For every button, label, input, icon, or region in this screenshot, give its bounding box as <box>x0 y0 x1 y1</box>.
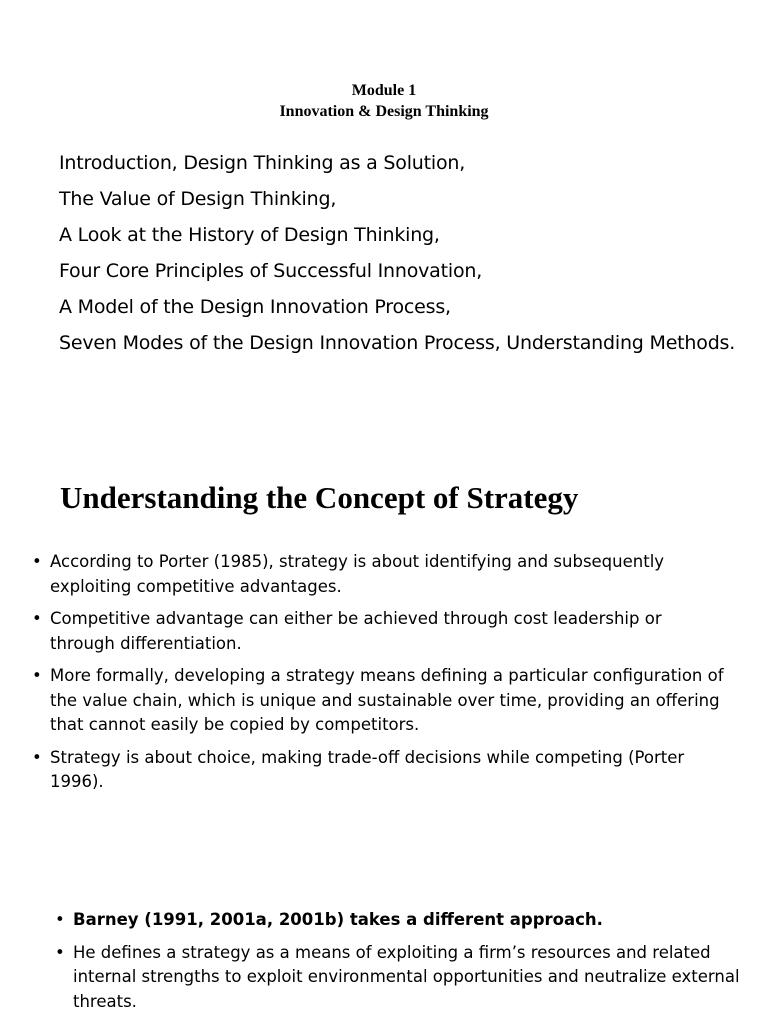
section-title: Understanding the Concept of Strategy <box>60 480 579 515</box>
bullet-item <box>30 607 730 656</box>
bullet-glyph: • <box>32 609 42 628</box>
topic-item: A Model of the Design Innovation Process, <box>59 296 451 318</box>
bullet-glyph: • <box>55 942 65 962</box>
topic-item: Introduction, Design Thinking as a Solution, <box>59 152 466 174</box>
bullet-item <box>30 664 730 738</box>
bullet-glyph: • <box>32 666 42 685</box>
bullet-text: He defines a strategy as a means of exploiting a firm’s resources and related internal strengths to exploit environmental opportunities and neutralize external threats. <box>73 942 740 1011</box>
bullet-item <box>53 908 743 933</box>
bullet-item <box>30 746 730 795</box>
barney-bullet-list <box>53 908 743 1022</box>
bullet-text: Strategy is about choice, making trade-off decisions while competing (Porter 1996). <box>50 747 685 791</box>
bullet-item <box>30 550 730 599</box>
topic-item: Four Core Principles of Successful Innovation, <box>59 260 483 282</box>
strategy-bullet-list <box>30 550 730 803</box>
topic-list <box>59 150 739 366</box>
bullet-text: Competitive advantage can either be achieved through cost leadership or through differentiation. <box>50 609 662 653</box>
topic-item: Seven Modes of the Design Innovation Process, Understanding Methods. <box>59 332 736 354</box>
topic-item: The Value of Design Thinking, <box>59 188 337 210</box>
bullet-text: More formally, developing a strategy means defining a particular configuration of the value chain, which is unique and sustainable over time, providing an offering that cannot easily be copied by competitors. <box>50 666 724 734</box>
bullet-glyph: • <box>32 552 42 571</box>
module-number: Module 1 <box>351 82 417 99</box>
bullet-text: Barney (1991, 2001a, 2001b) takes a different approach. <box>73 910 603 929</box>
module-title: Innovation & Design Thinking <box>279 103 489 120</box>
bullet-item <box>53 941 743 1015</box>
bullet-text: According to Porter (1985), strategy is about identifying and subsequently exploiting competitive advantages. <box>50 552 665 596</box>
bullet-glyph: • <box>55 910 65 929</box>
bullet-glyph: • <box>32 747 42 767</box>
topic-item: A Look at the History of Design Thinking, <box>59 224 440 246</box>
